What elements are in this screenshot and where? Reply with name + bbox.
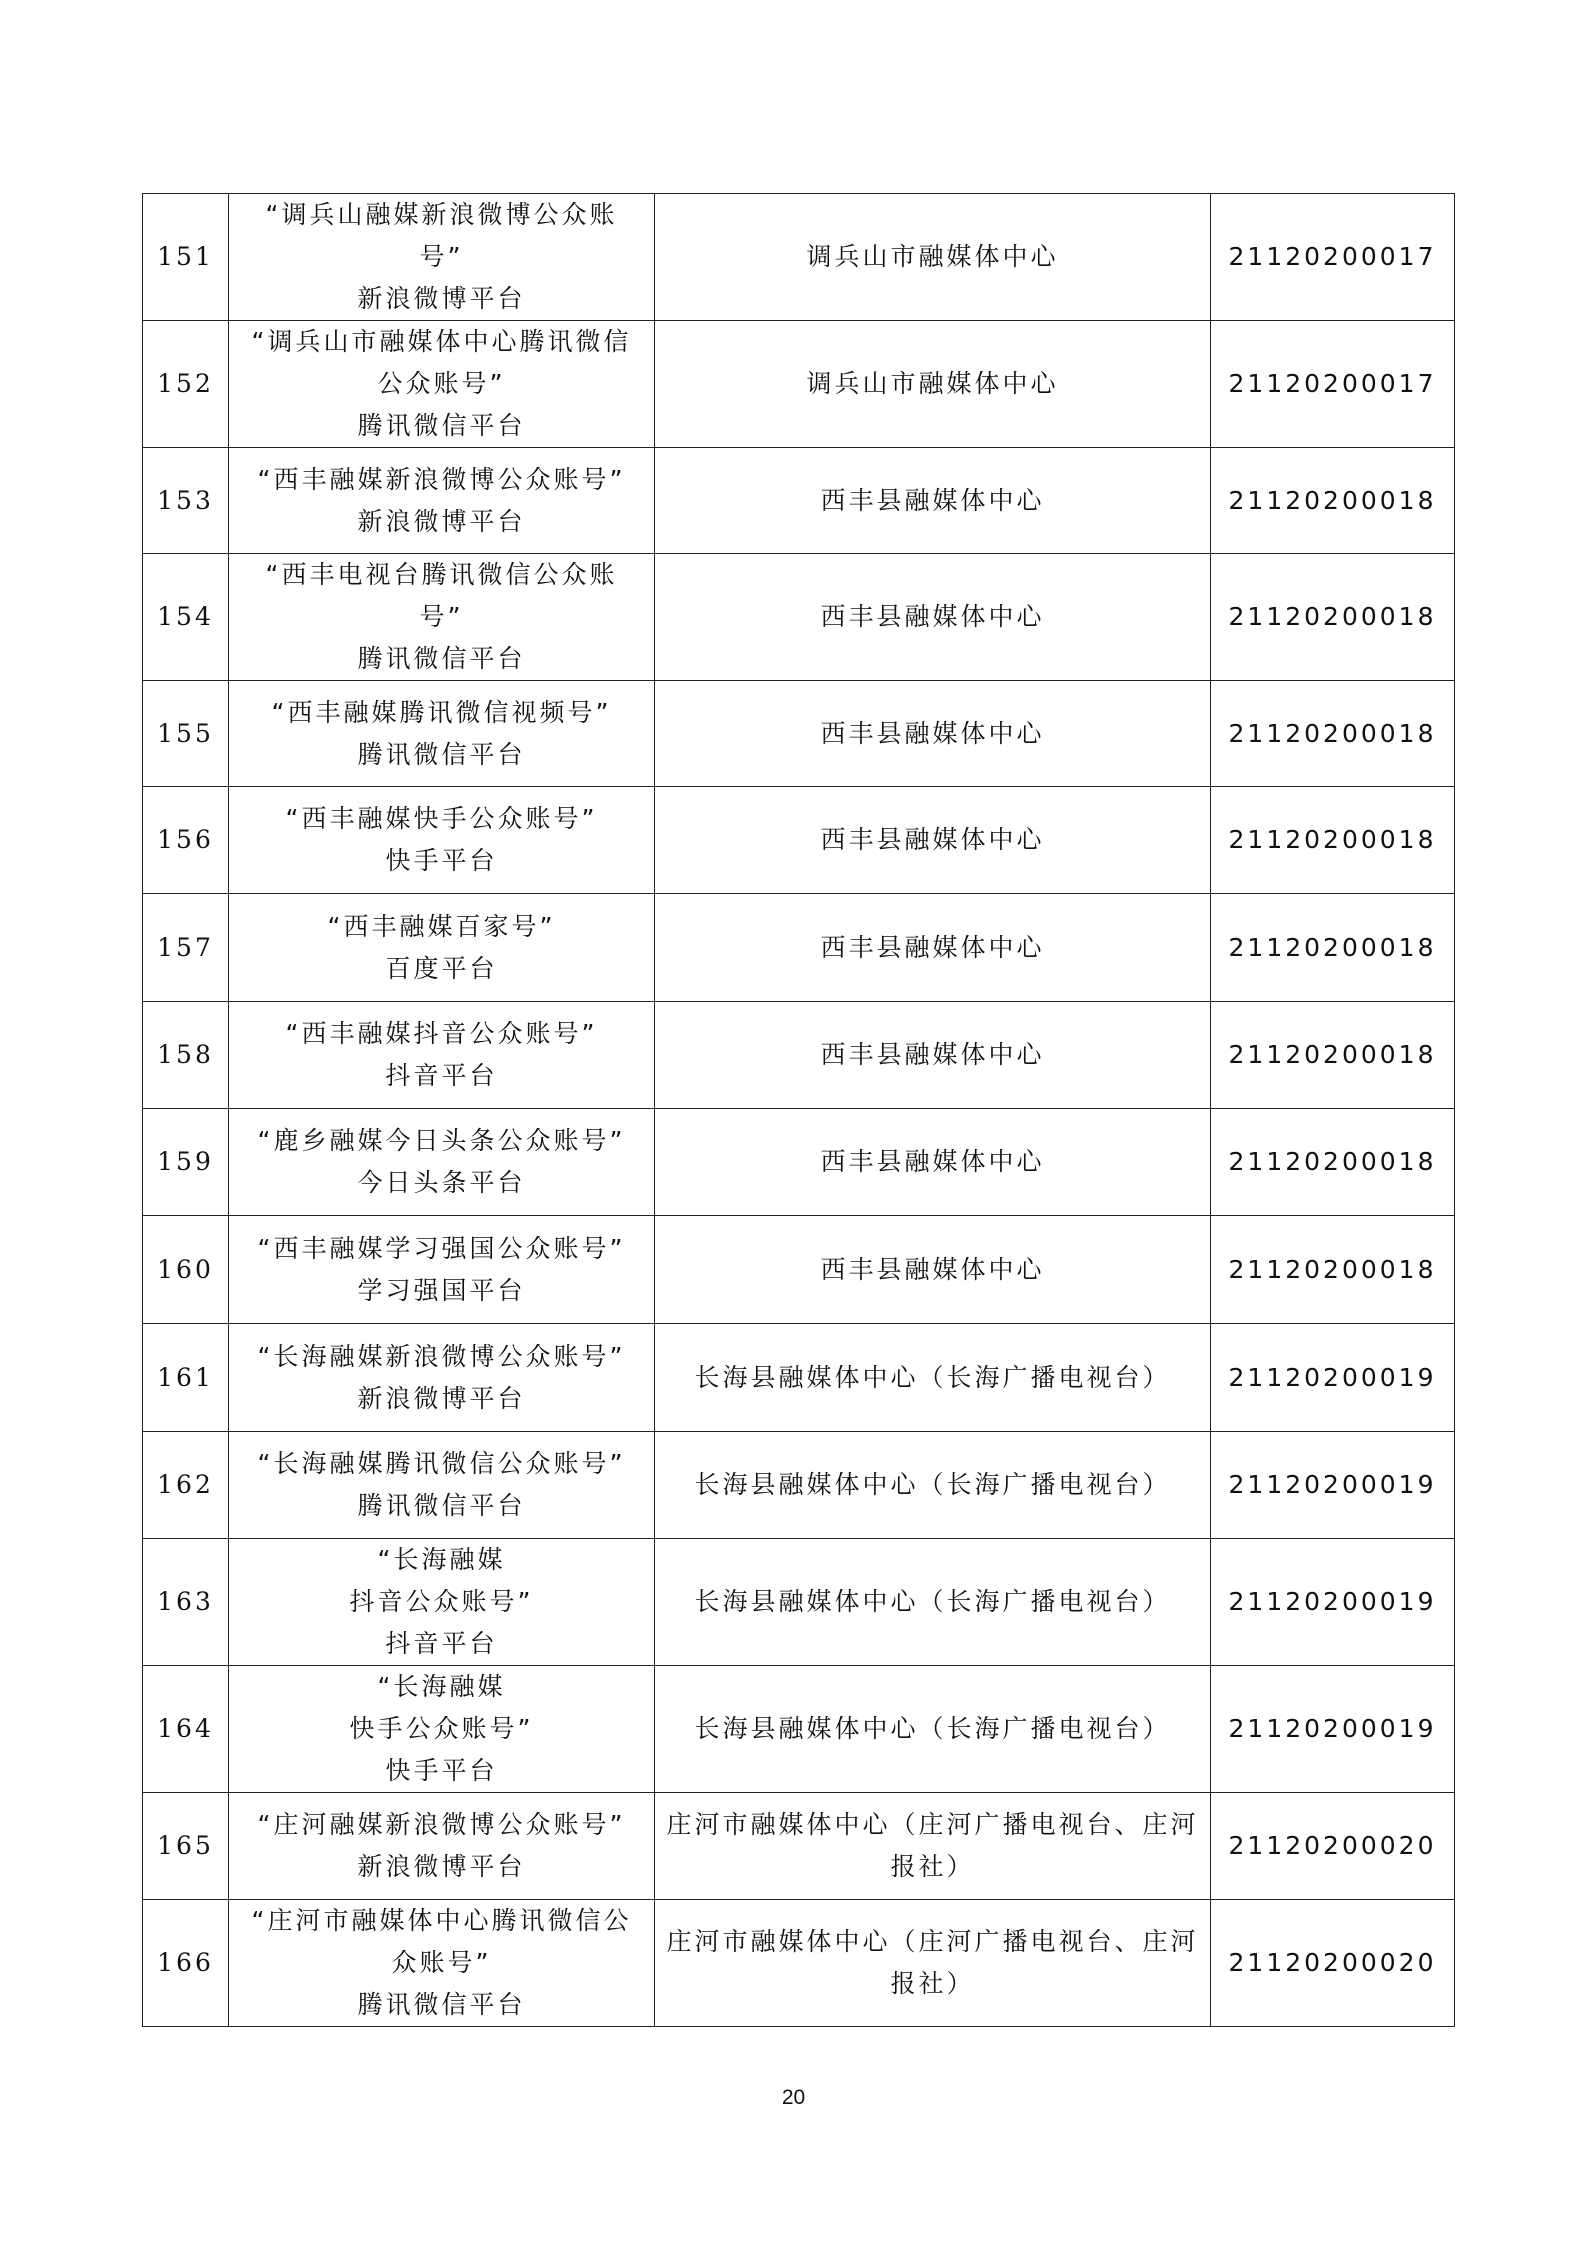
account-name-cell (229, 1324, 655, 1432)
license-number-cell: 21120200019 (1211, 1666, 1455, 1793)
account-name-line: 抖音公众账号” (349, 1587, 534, 1616)
operating-unit-cell (655, 1793, 1211, 1900)
account-name-line: 腾讯微信平台 (357, 411, 526, 440)
table-row (143, 681, 1455, 787)
account-name-line: 快手平台 (385, 846, 498, 875)
table-row (143, 554, 1455, 681)
serial-number-cell: 154 (143, 554, 229, 681)
operating-unit-line: 庄河市融媒体中心（庄河广播电视台、庄河 (666, 1927, 1199, 1956)
operating-unit-cell (655, 554, 1211, 681)
account-name-cell (229, 448, 655, 554)
serial-number-cell: 160 (143, 1216, 229, 1324)
license-number-cell: 21120200018 (1211, 1109, 1455, 1216)
account-name-cell (229, 321, 655, 448)
account-name-line: 抖音平台 (385, 1629, 498, 1658)
serial-number-cell: 153 (143, 448, 229, 554)
operating-unit-cell (655, 787, 1211, 894)
account-name-line: 百度平台 (385, 953, 498, 983)
operating-unit-cell (655, 1539, 1211, 1666)
license-number-cell: 21120200017 (1211, 194, 1455, 321)
account-name-line: 号” (419, 242, 464, 271)
operating-unit-cell (655, 1900, 1211, 2027)
account-name-line: 腾讯微信平台 (357, 644, 526, 673)
operating-unit-line: 报社） (890, 1969, 975, 1998)
operating-unit-line: 西丰县融媒体中心 (820, 932, 1045, 962)
table-row (143, 894, 1455, 1002)
table-row (143, 1666, 1455, 1793)
account-name-line: “调兵山融媒新浪微博公众账 (265, 200, 618, 229)
operating-unit-line: 西丰县融媒体中心 (820, 485, 1045, 515)
serial-number-cell: 156 (143, 787, 229, 894)
serial-number-cell: 165 (143, 1793, 229, 1900)
account-name-cell (229, 1539, 655, 1666)
operating-unit-cell (655, 1324, 1211, 1432)
serial-number-cell: 164 (143, 1666, 229, 1793)
registry-table (142, 193, 1455, 2027)
account-name-cell (229, 1432, 655, 1539)
table-row (143, 1900, 1455, 2027)
operating-unit-line: 调兵山市融媒体中心 (806, 369, 1059, 398)
account-name-line: “长海融媒腾讯微信公众账号” (257, 1449, 626, 1478)
account-name-line: 新浪微博平台 (357, 1852, 526, 1881)
table-row (143, 1216, 1455, 1324)
operating-unit-line: 西丰县融媒体中心 (820, 602, 1045, 631)
operating-unit-line: 调兵山市融媒体中心 (806, 242, 1059, 271)
operating-unit-line: 西丰县融媒体中心 (820, 825, 1045, 854)
operating-unit-line: 报社） (890, 1852, 975, 1881)
serial-number-cell: 157 (143, 894, 229, 1002)
account-name-line: 抖音平台 (385, 1061, 498, 1090)
serial-number-cell: 158 (143, 1002, 229, 1109)
account-name-line: “西丰电视台腾讯微信公众账 (265, 560, 618, 589)
operating-unit-line: 西丰县融媒体中心 (820, 1040, 1045, 1069)
account-name-cell (229, 1793, 655, 1900)
account-name-cell (229, 1666, 655, 1793)
operating-unit-cell (655, 1216, 1211, 1324)
license-number-cell: 21120200018 (1211, 554, 1455, 681)
operating-unit-cell (655, 681, 1211, 787)
license-number-cell: 21120200019 (1211, 1432, 1455, 1539)
account-name-line: “西丰融媒新浪微博公众账号” (257, 464, 626, 494)
operating-unit-line: 长海县融媒体中心（长海广播电视台） (694, 1587, 1171, 1616)
license-number-cell: 21120200019 (1211, 1324, 1455, 1432)
operating-unit-line: 西丰县融媒体中心 (820, 718, 1045, 748)
account-name-line: 新浪微博平台 (357, 284, 526, 313)
table-row (143, 321, 1455, 448)
license-number-cell: 21120200017 (1211, 321, 1455, 448)
operating-unit-line: 长海县融媒体中心（长海广播电视台） (694, 1714, 1171, 1743)
account-name-cell (229, 1900, 655, 2027)
table-row (143, 1539, 1455, 1666)
page-number: 20 (781, 2086, 806, 2109)
account-name-line: 学习强国平台 (357, 1275, 526, 1305)
operating-unit-line: 西丰县融媒体中心 (820, 1254, 1045, 1284)
operating-unit-line: 庄河市融媒体中心（庄河广播电视台、庄河 (666, 1810, 1199, 1839)
serial-number-cell: 166 (143, 1900, 229, 2027)
serial-number-cell: 163 (143, 1539, 229, 1666)
operating-unit-cell (655, 448, 1211, 554)
operating-unit-cell (655, 1109, 1211, 1216)
license-number-cell: 21120200018 (1211, 681, 1455, 787)
account-name-cell (229, 681, 655, 787)
account-name-line: 快手公众账号” (349, 1714, 534, 1743)
operating-unit-cell (655, 194, 1211, 321)
license-number-cell: 21120200018 (1211, 1002, 1455, 1109)
account-name-cell (229, 787, 655, 894)
license-number-cell: 21120200020 (1211, 1900, 1455, 2027)
account-name-line: “长海融媒 (377, 1672, 506, 1701)
account-name-cell (229, 194, 655, 321)
account-name-line: “调兵山市融媒体中心腾讯微信 (251, 327, 632, 356)
account-name-cell (229, 894, 655, 1002)
registry-table-body (143, 194, 1455, 2027)
operating-unit-line: 长海县融媒体中心（长海广播电视台） (694, 1470, 1171, 1499)
account-name-line: “西丰融媒百家号” (327, 911, 556, 941)
operating-unit-cell (655, 1432, 1211, 1539)
table-row (143, 448, 1455, 554)
account-name-line: “庄河市融媒体中心腾讯微信公 (251, 1906, 632, 1935)
operating-unit-cell (655, 1002, 1211, 1109)
serial-number-cell: 152 (143, 321, 229, 448)
account-name-line: 快手平台 (385, 1756, 498, 1785)
license-number-cell: 21120200018 (1211, 1216, 1455, 1324)
serial-number-cell: 151 (143, 194, 229, 321)
account-name-line: “长海融媒新浪微博公众账号” (257, 1341, 626, 1371)
account-name-line: “鹿乡融媒今日头条公众账号” (257, 1126, 626, 1155)
table-row (143, 1793, 1455, 1900)
account-name-line: 今日头条平台 (357, 1168, 526, 1197)
account-name-cell (229, 554, 655, 681)
account-name-line: 腾讯微信平台 (357, 739, 526, 769)
table-row (143, 1002, 1455, 1109)
account-name-line: “西丰融媒快手公众账号” (285, 804, 598, 833)
table-row (143, 1432, 1455, 1539)
operating-unit-cell (655, 894, 1211, 1002)
license-number-cell: 21120200018 (1211, 787, 1455, 894)
operating-unit-line: 西丰县融媒体中心 (820, 1147, 1045, 1176)
account-name-line: “庄河融媒新浪微博公众账号” (257, 1810, 626, 1839)
account-name-line: 新浪微博平台 (357, 1383, 526, 1413)
account-name-line: 腾讯微信平台 (357, 1990, 526, 2019)
operating-unit-cell (655, 321, 1211, 448)
account-name-line: 新浪微博平台 (357, 506, 526, 536)
license-number-cell: 21120200018 (1211, 448, 1455, 554)
account-name-cell (229, 1109, 655, 1216)
account-name-line: “西丰融媒抖音公众账号” (285, 1019, 598, 1048)
account-name-line: 号” (419, 602, 464, 631)
account-name-line: 公众账号” (377, 369, 506, 398)
account-name-cell (229, 1002, 655, 1109)
serial-number-cell: 162 (143, 1432, 229, 1539)
account-name-line: 众账号” (391, 1948, 492, 1977)
account-name-line: 腾讯微信平台 (357, 1491, 526, 1520)
account-name-line: “西丰融媒学习强国公众账号” (257, 1233, 626, 1263)
account-name-line: “西丰融媒腾讯微信视频号” (271, 697, 612, 727)
serial-number-cell: 159 (143, 1109, 229, 1216)
account-name-line: “长海融媒 (377, 1545, 506, 1574)
license-number-cell: 21120200018 (1211, 894, 1455, 1002)
table-row (143, 787, 1455, 894)
table-row (143, 1324, 1455, 1432)
operating-unit-cell (655, 1666, 1211, 1793)
table-row (143, 194, 1455, 321)
account-name-cell (229, 1216, 655, 1324)
serial-number-cell: 161 (143, 1324, 229, 1432)
operating-unit-line: 长海县融媒体中心（长海广播电视台） (694, 1362, 1171, 1392)
license-number-cell: 21120200020 (1211, 1793, 1455, 1900)
serial-number-cell: 155 (143, 681, 229, 787)
table-row (143, 1109, 1455, 1216)
license-number-cell: 21120200019 (1211, 1539, 1455, 1666)
